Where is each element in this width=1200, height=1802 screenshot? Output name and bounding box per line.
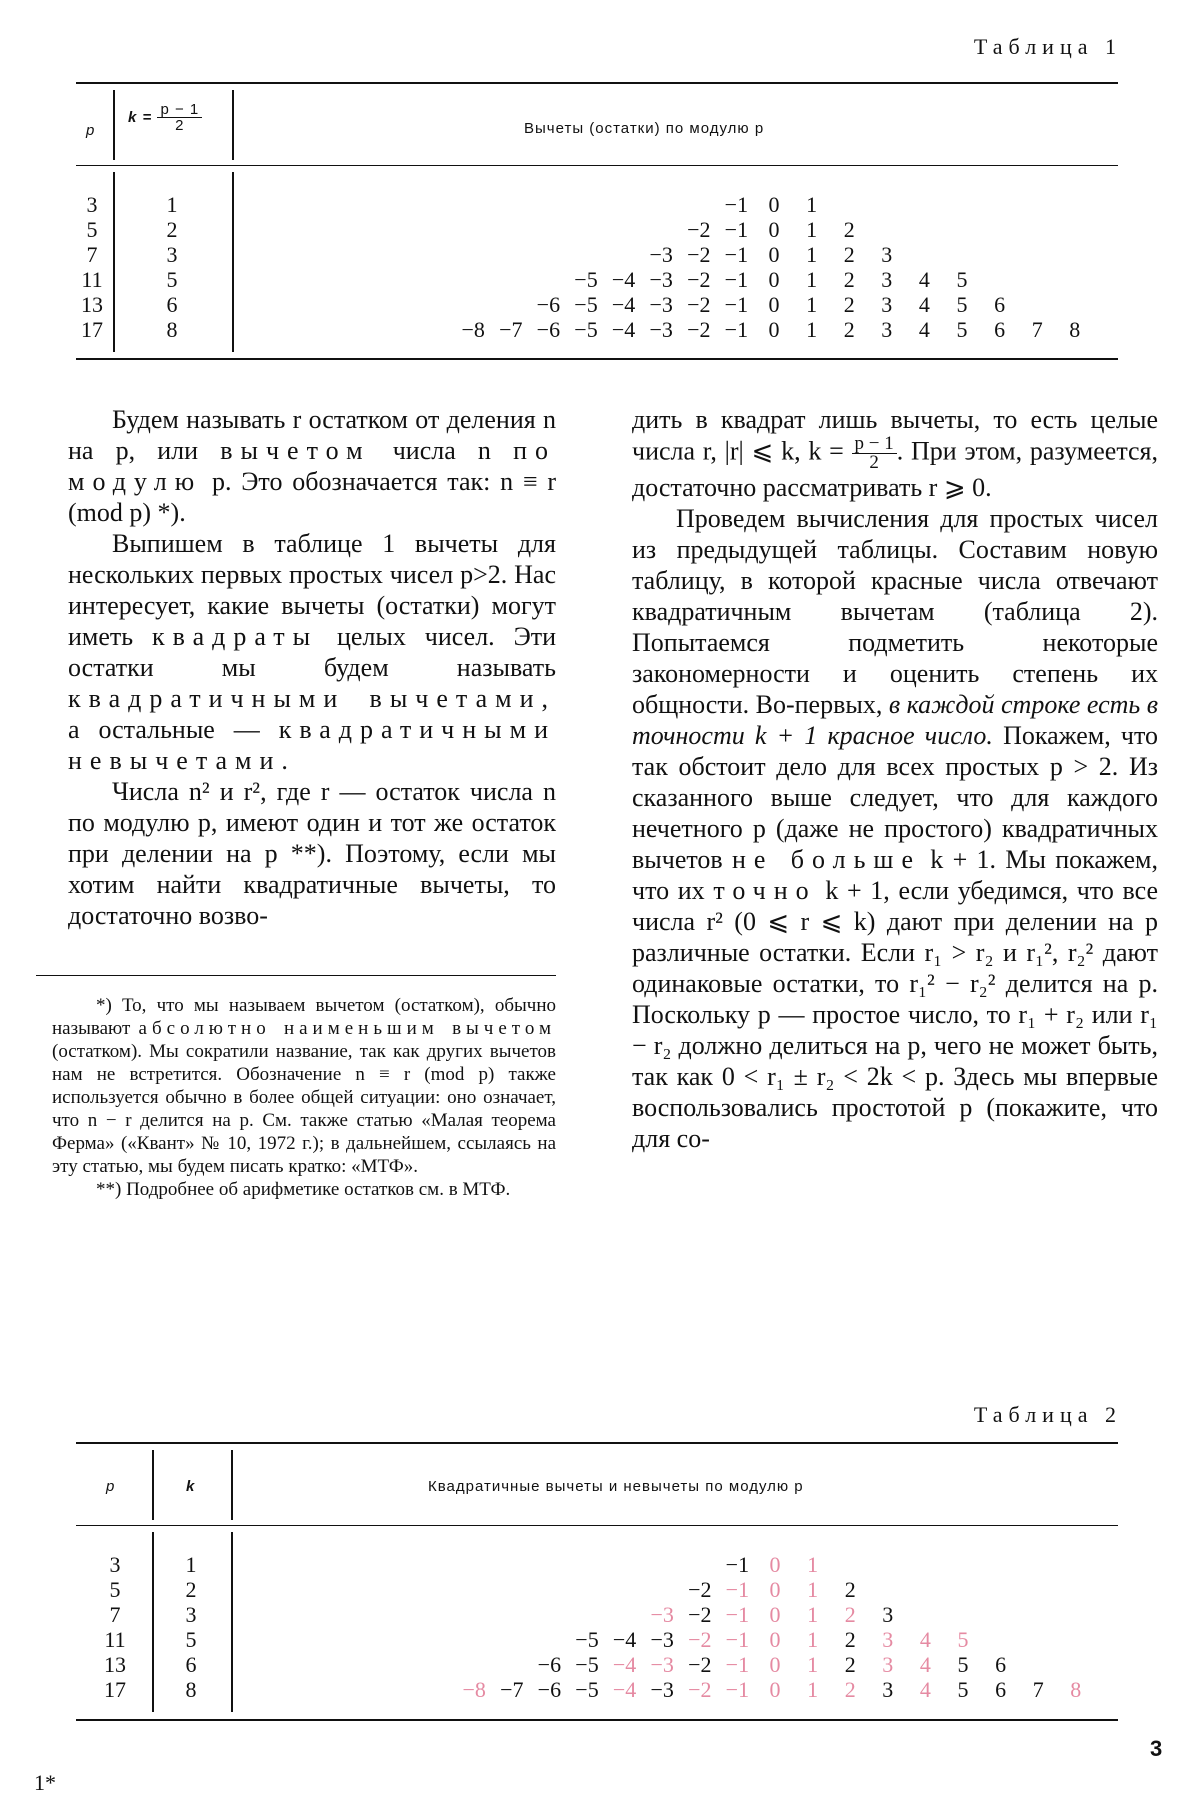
table2-value: −5 [575,1677,599,1702]
table1-value: 0 [768,217,780,242]
table2-residue-value: −1 [725,1652,750,1677]
table1-value: −6 [536,317,561,342]
footnote-1-spaced: абсолютно наименьшим вычетом [138,1018,557,1039]
table2-residue-value: 1 [807,1577,819,1602]
table2-p-cell: 3 [109,1552,121,1577]
table1-value: 6 [994,292,1006,317]
footnote-1-text-a: *) То, что мы называем вычетом (остатком), обычно называют [52,995,556,1039]
table1-value: 8 [1069,317,1081,342]
table2-value: −2 [688,1577,712,1602]
left-p1-spaced-2: по модулю [68,436,557,496]
table2-residue-value: 1 [807,1627,819,1652]
table1-p-cell: 7 [86,242,98,267]
table2-residue-value: 1 [807,1552,819,1577]
table1-top-rule [76,82,1118,84]
table1-vline [232,90,234,160]
right-paragraph-1 [632,404,1158,503]
table1-k-cell: 3 [166,242,178,267]
table2-value: −3 [650,1677,674,1702]
left-p1-text-c: p. Это обозначается так: n ≡ r (mod p) *). [68,467,556,527]
table1-value: 2 [843,317,855,342]
right-p1-frac-den: 2 [869,452,879,473]
table2-residue-value: 1 [807,1652,819,1677]
table1-value: 1 [806,217,818,242]
table1-value: 2 [843,292,855,317]
table1-value: −3 [649,292,673,317]
table1-k-cell: 8 [166,317,178,342]
table1-value: 0 [768,317,780,342]
table2-residue-value: 0 [769,1627,781,1652]
table2-residue-value: 8 [1070,1677,1082,1702]
table1-value: −2 [687,267,711,292]
table2-residue-value: −1 [725,1627,750,1652]
table1-k-cell: 5 [166,267,178,292]
table2-value: 5 [957,1677,969,1702]
table1-value: −1 [724,267,749,292]
table1-col-title: Вычеты (остатки) по модулю p [524,120,765,137]
table2-residue-value: 3 [882,1627,894,1652]
table1-vline [113,90,115,160]
table1-value: −7 [499,317,523,342]
table2-p-cell: 17 [104,1677,126,1702]
table1-value: 4 [918,292,930,317]
footnote-1-text-b: (остатком). Мы сократили название, так как других вычетов нам не встретится. Обозначение n ≡ r (mod p) также используется обычно в более общей ситуации: оно означает, что n − r делится на p. См. также статью «Малая теорема Ферма» («Квант» № 10, 1972 г.); в дальнейшем, ссылаясь на эту статью, мы будем писать кратко: «МТФ». [52,1041,556,1177]
table2-residue-value: 5 [957,1627,969,1652]
table1-value: −5 [574,292,598,317]
table2-k-cell: 6 [185,1652,197,1677]
table1-value: 1 [806,192,818,217]
table2-col-p: p [106,1478,116,1495]
table1-value: −2 [687,292,711,317]
table2-residue-value: 1 [807,1602,819,1627]
table1-col-k [128,102,202,133]
table1-value: 2 [843,242,855,267]
table2-bottom-rule [76,1719,1118,1721]
table2-value: 3 [882,1677,894,1702]
table2-residue-value: −3 [650,1652,674,1677]
table2-col-title: Квадратичные вычеты и невычеты по модулю p [428,1478,804,1495]
table1-value: −1 [724,217,749,242]
table2-p-cell: 13 [104,1652,126,1677]
table2-residue-value: −3 [650,1602,674,1627]
right-p2-spaced-1: не больше [731,845,921,874]
table1-p-cell: 5 [86,217,98,242]
table2-residue-value: −2 [688,1627,712,1652]
table2-value: 7 [1032,1677,1044,1702]
table1-k-fraction [157,102,202,133]
table2-vline [231,1532,233,1712]
table2-vline [152,1450,154,1520]
table2-residue-value: 2 [844,1602,856,1627]
table1-header-rule [76,165,1118,166]
right-p2-italic: в каждой строке есть в точности k + 1 красное число. [632,690,1159,750]
footnotes [52,994,556,1201]
table1-caption: Таблица 1 [973,34,1122,59]
table1-value: 3 [881,317,893,342]
table1-value: −4 [611,317,636,342]
table1-vline [232,172,234,352]
footnote-2: **) Подробнее об арифметике остатков см. в МТФ. [96,1179,511,1200]
table2-residue-value: −8 [462,1677,486,1702]
right-p1-text-a: дить в квадрат лишь вычеты, то есть целые числа r, |r| ⩽ k, k = [632,405,1158,466]
table1-value: −2 [687,242,711,267]
table1-p-cell: 3 [86,192,98,217]
table2-value: −4 [612,1627,637,1652]
right-p1-text-b: . При этом, разумеется, достаточно рассматривать r ⩾ 0. [632,436,1158,502]
table2-residue-value: −4 [612,1652,637,1677]
table1-col-k-label: k = [128,109,153,126]
right-p2-text-c: k + 1. Мы покажем, что их [632,845,1159,905]
table1-value: 2 [843,267,855,292]
table2-p-cell: 11 [104,1627,126,1652]
table2-vline [231,1450,233,1520]
table2-residue-value: 1 [807,1677,819,1702]
right-p2-text-b: Покажем, что так обстоит дело для всех простых p > 2. Из сказанного выше следует, что для каждого нечетного p (даже не простого) квадратичных вычетов [632,721,1159,874]
table2-value: −2 [688,1652,712,1677]
right-p2-spaced-2: точно [713,876,817,905]
table1-value: −1 [724,317,749,342]
right-p2-text-d: k + 1, если убедимся, что все числа r² (0 ⩽ r ⩽ k) дают при делении на p различные остатки. Если r₁ > r₂ и r₁², r₂² дают одинаковые остатки, то r₁² − r₂² делится на p. Поскольку p — простое число, то r₁ + r₂ или r₁ − r₂ должно делиться на p, чего не может быть, так как 0 < r₁ ± r₂ < 2k < p. Здесь мы впервые воспользовались простотой p (покажите, что для со- [632,876,1158,1153]
table1-value: 1 [806,292,818,317]
table2-residue-value: 0 [769,1652,781,1677]
left-paragraph-3: Числа n² и r², где r — остаток числа n по модулю p, имеют один и тот же остаток при делении на p **). Поэтому, если мы хотим найти квадратичные вычеты, то достаточно возво- [68,777,556,930]
table2-k-cell: 1 [185,1552,197,1577]
table1-value: −3 [649,267,673,292]
table1-value: 4 [918,267,930,292]
table1-value: −5 [574,267,598,292]
table2-value: 2 [844,1577,856,1602]
table2-residue-value: 0 [769,1552,781,1577]
table2-value: 2 [844,1627,856,1652]
table1-value: −1 [724,242,749,267]
table2-residue-value: −2 [688,1677,712,1702]
table2-value: 3 [882,1602,894,1627]
table1-p-cell: 11 [81,267,103,292]
table1-value: −5 [574,317,598,342]
table1-value: −4 [611,267,636,292]
table1-p-cell: 13 [81,292,103,317]
table2-value: −6 [537,1652,562,1677]
right-p1-frac-num: p − 1 [852,435,897,454]
table2-value: −5 [575,1652,599,1677]
table1-vline [113,172,115,352]
table2-value: −6 [537,1677,562,1702]
signature-mark: 1* [34,1770,56,1795]
table2-k-cell: 2 [185,1577,197,1602]
table1-value: 2 [843,217,855,242]
table2-residue-value: 4 [919,1627,931,1652]
table1-value: 1 [806,267,818,292]
table2-residue-value: 3 [882,1652,894,1677]
table2-value: −1 [725,1552,750,1577]
table1-value: 3 [881,267,893,292]
table2-value: 5 [957,1652,969,1677]
table1-value: 7 [1031,317,1043,342]
table1-value: 5 [956,267,968,292]
table2-residue-value: 0 [769,1677,781,1702]
table1-value: −6 [536,292,561,317]
right-paragraph-2 [632,503,1158,1154]
table2-value: −5 [575,1627,599,1652]
table1-value: 0 [768,267,780,292]
right-column [632,404,1158,1154]
page-number: 3 [1150,1736,1163,1761]
table2-residue-value: −4 [612,1677,637,1702]
table2-p-cell: 7 [109,1602,121,1627]
table1-value: −3 [649,242,673,267]
table2-p-cell: 5 [109,1577,121,1602]
table1-k-cell: 1 [166,192,178,217]
left-p2-text-c: а остальные — [68,715,260,744]
left-column [68,404,556,931]
left-p1-spaced-1: вычетом [220,436,371,465]
table1-value: 1 [806,317,818,342]
table2-residue-value: −1 [725,1677,750,1702]
table2-top-rule [76,1442,1118,1444]
table1-value: 5 [956,317,968,342]
left-p2-spaced-3: квадратичными невычетами. [68,715,556,775]
table1-value: −8 [461,317,485,342]
table2-residue-value: −1 [725,1602,750,1627]
table2-residue-value: 4 [919,1677,931,1702]
table1-bottom-rule [76,358,1118,360]
table2-value: −7 [500,1677,524,1702]
table2-residue-value: −1 [725,1577,750,1602]
right-p1-fraction [852,435,897,472]
left-p1-text: Будем называть r остатком от деления n на p, или [68,405,556,465]
footnote-rule [36,975,556,976]
table2-value: −2 [688,1602,712,1627]
table1-value: −3 [649,317,673,342]
right-p2-text-a: Проведем вычисления для простых чисел из предыдущей таблицы. Составим новую таблицу, в которой красные числа отвечают квадратичным вычетам (таблица 2). Попытаемся подметить некоторые закономерности и оценить степень их общности. Во-первых, [632,504,1158,719]
left-p2-spaced-1: квадраты [152,622,319,651]
table2-caption: Таблица 2 [973,1402,1122,1427]
left-paragraph-1 [68,404,556,528]
table1-value: 5 [956,292,968,317]
table2-header-rule [76,1525,1118,1526]
table2-value: −3 [650,1627,674,1652]
left-p2-text-a: Выпишем в таблице 1 вычеты для нескольких первых простых чисел p>2. Нас интересует, какие вычеты (остатки) могут иметь [68,529,556,651]
table2-value: 2 [844,1652,856,1677]
table1-k-num: p − 1 [157,102,202,118]
table2-value: 6 [995,1652,1007,1677]
table2-value: 6 [995,1677,1007,1702]
left-p1-text-b: числа n [392,436,491,465]
table1-value: 0 [768,292,780,317]
left-p2-spaced-2: квадратичными вычетами, [68,684,556,713]
table1-value: −2 [687,217,711,242]
table2-residue-value: 4 [919,1652,931,1677]
table2-k-cell: 8 [185,1677,197,1702]
table2-k-cell: 5 [185,1627,197,1652]
table1-value: 4 [918,317,930,342]
table1-value: −1 [724,292,749,317]
table1-value: −4 [611,292,636,317]
left-paragraph-2 [68,528,556,776]
table1-col-p: p [86,122,96,139]
table1-value: 1 [806,242,818,267]
table1-value: 3 [881,242,893,267]
table2-residue-value: 0 [769,1602,781,1627]
table1-value: 0 [768,192,780,217]
table1-value: 0 [768,242,780,267]
table1-value: −2 [687,317,711,342]
table2-col-k: k [186,1478,196,1495]
left-p2-text-b: целых чисел. Эти остатки мы будем называть [68,622,557,682]
table1-value: 3 [881,292,893,317]
table1-k-cell: 2 [166,217,178,242]
table1-k-den: 2 [175,117,185,134]
table1-p-cell: 17 [81,317,103,342]
table1-value: −1 [724,192,749,217]
table2-k-cell: 3 [185,1602,197,1627]
table2-residue-value: 0 [769,1577,781,1602]
table2-residue-value: 2 [844,1677,856,1702]
table2-vline [152,1532,154,1712]
table1-value: 6 [994,317,1006,342]
table1-k-cell: 6 [166,292,178,317]
footnote-1 [52,994,556,1178]
